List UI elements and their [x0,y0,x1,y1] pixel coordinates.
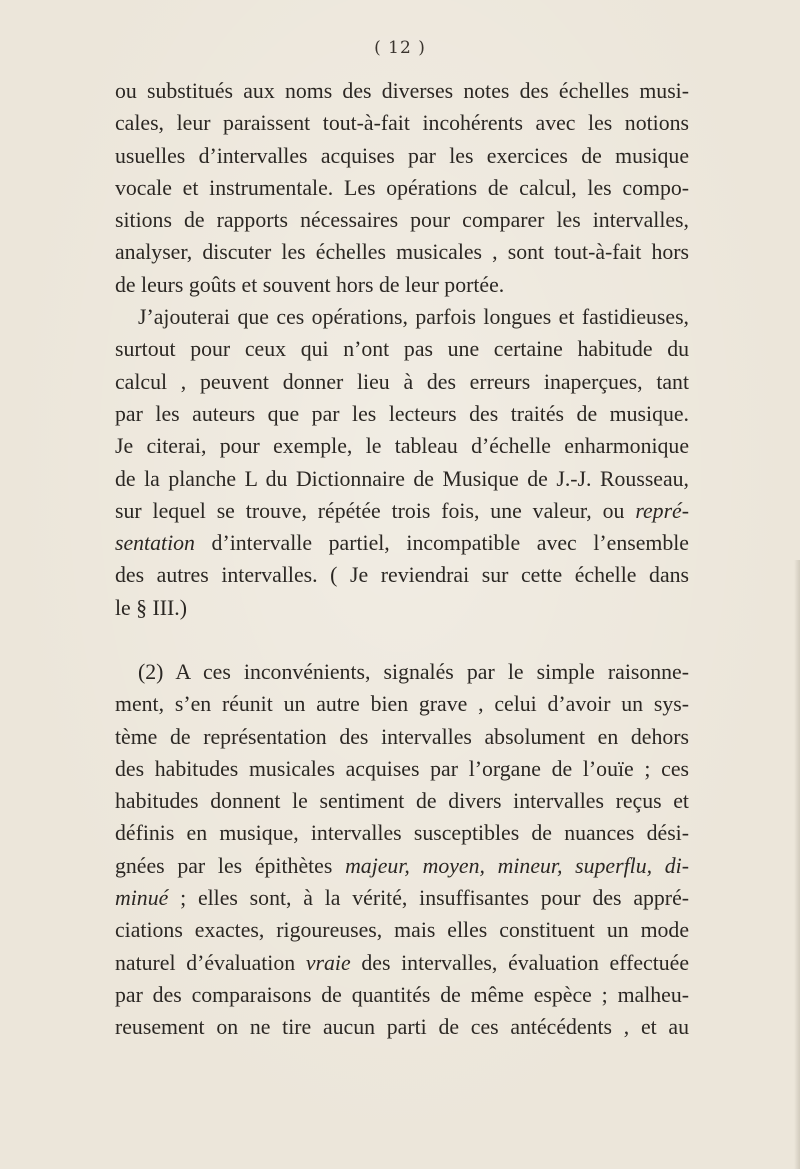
italic-text: vraie [305,950,351,975]
text-line: par des comparaisons de quantités de même espèce ; malheu- [115,982,689,1007]
italic-text: repré- [635,498,689,523]
text-line: J’ajouterai que ces opérations, parfois longues et fastidieuses, [138,305,689,330]
text-line [115,947,689,979]
text-line [115,495,689,527]
italic-text: sentation [115,531,195,556]
text-line: reusement on ne tire aucun parti de ces antécédents , et au [115,1015,689,1040]
page-edge-shadow [794,560,800,1169]
text-span: d’intervalle partiel, incompatible avec l’ensemble [194,531,689,556]
text-line: (2) A ces inconvénients, signalés par le simple raisonne- [138,660,689,684]
text-span: gnées par les épithètes [115,853,346,878]
text-line: ou substitués aux noms des diverses notes des échelles musi- [115,79,689,103]
text-span: sur lequel se trouve, répétée trois fois, une valeur, ou [115,498,636,523]
text-line: cales, leur paraissent tout-à-fait incohérents avec les notions [115,111,689,136]
text-line: définis en musique, intervalles susceptibles de nuances dési- [115,821,689,846]
text-line: vocale et instrumentale. Les opérations de calcul, les compo- [115,175,689,200]
text-line: des autres intervalles. ( Je reviendrai sur cette échelle dans [115,563,689,588]
text-line: ment, s’en réunit un autre bien grave , celui d’avoir un sys- [115,692,689,717]
text-line: Je citerai, pour exemple, le tableau d’échelle enharmonique [115,434,689,459]
italic-text: minué [115,886,169,911]
text-line: sitions de rapports nécessaires pour comparer les intervalles, [115,208,689,233]
text-span: naturel d’évaluation [115,950,306,975]
text-line: le § III.) [115,595,188,620]
paragraph-1 [115,75,689,624]
text-line [115,850,689,882]
text-line: des habitudes musicales acquises par l’organe de l’ouïe ; ces [115,756,689,781]
text-span: ; elles sont, à la vérité, insuffisantes pour des appré- [168,886,689,911]
italic-text: majeur, moyen, mineur, superflu, di- [345,853,689,878]
text-line: calcul , peuvent donner lieu à des erreurs inaperçues, tant [115,369,689,394]
page-number: ( 12 ) [374,38,426,58]
text-line: ciations exactes, rigoureuses, mais elles constituent un mode [115,918,689,943]
text-line: analyser, discuter les échelles musicales , sont tout-à-fait hors [115,240,689,265]
text-line: surtout pour ceux qui n’ont pas une certaine habitude du [115,337,689,362]
text-line: de la planche L du Dictionnaire de Musique de J.-J. Rousseau, [115,466,689,491]
text-line [115,882,689,914]
text-line: par les auteurs que par les lecteurs des traités de musique. [115,401,689,426]
text-line [115,527,689,559]
text-span: des intervalles, évaluation effectuée [350,950,690,975]
paragraph-2 [115,656,689,1044]
text-line: de leurs goûts et souvent hors de leur portée. [115,272,505,297]
text-line: tème de représentation des intervalles absolument en dehors [115,724,689,749]
text-line: usuelles d’intervalles acquises par les exercices de musique [115,143,689,168]
text-line: habitudes donnent le sentiment de divers intervalles reçus et [115,789,689,814]
